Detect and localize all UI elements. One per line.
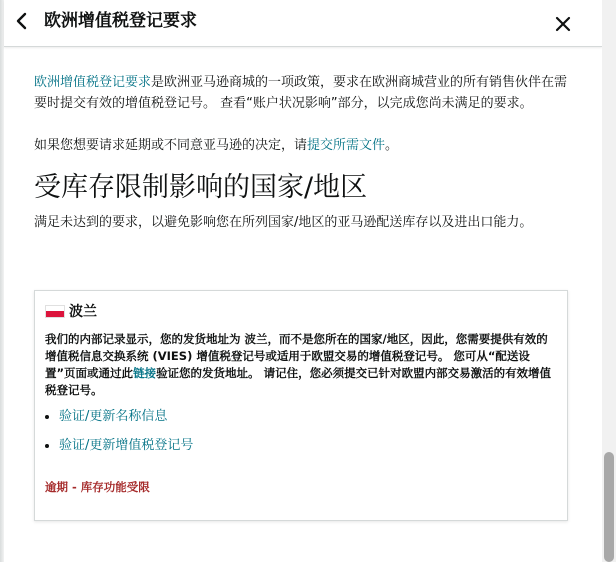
request-paragraph — [34, 135, 574, 156]
chevron-left-icon — [12, 10, 32, 32]
request-text: 如果您想要请求延期或不同意亚马逊的决定，请 — [34, 138, 308, 153]
close-icon — [553, 14, 573, 34]
panel-title: 欧洲增值税登记要求 — [44, 11, 197, 31]
verify-address-link[interactable]: 链接 — [133, 366, 157, 380]
action-list — [45, 407, 193, 465]
intro-paragraph — [34, 72, 574, 114]
verify-vat-number-link[interactable]: 验证/更新增值税登记号 — [59, 438, 194, 453]
background-page-edge — [0, 0, 4, 562]
request-suffix: 。 — [385, 138, 399, 153]
back-button[interactable] — [12, 10, 32, 32]
verify-name-link[interactable]: 验证/更新名称信息 — [59, 409, 168, 424]
country-card-message — [45, 331, 559, 399]
close-button[interactable] — [553, 14, 573, 34]
list-item — [45, 436, 193, 456]
country-name: 波兰 — [69, 304, 97, 320]
submit-documents-link[interactable]: 提交所需文件 — [307, 138, 386, 153]
country-card — [34, 290, 568, 521]
scrollbar-thumb[interactable] — [604, 452, 614, 562]
intro-text: 是欧洲亚马逊商城的一项政策，要求在欧洲商城营业的所有销售伙伴在需要时提交有效的增值税登记号。 查看“账户状况影响”部分，以完成您尚未满足的要求。 — [34, 75, 568, 111]
message-text-after-link: 验证您的发货地址。 请记住，您必须提交已针对欧盟内部交易激活的有效增值税登记号。 — [45, 366, 552, 397]
country-card-header — [45, 301, 97, 321]
status-badge: 逾期 - 库存功能受限 — [45, 480, 150, 494]
message-text-before-link: 我们的内部记录显示，您的发货地址为 波兰，而不是您所在的国家/地区，因此，您需要提供有效的增值税信息交换系统 (VIES) 增值税登记号或适用于欧盟交易的增值税登记号。 您可从“配送设置”页面或通过此 — [45, 332, 548, 380]
panel-content — [34, 72, 574, 233]
section-description: 满足未达到的要求，以避免影响您在所列国家/地区的亚马逊配送库存以及进出口能力。 — [34, 215, 533, 230]
list-item — [45, 407, 193, 427]
panel-header — [4, 0, 602, 47]
vat-requirements-link[interactable]: 欧洲增值税登记要求 — [34, 75, 152, 90]
section-heading: 受库存限制影响的国家/地区 — [34, 172, 368, 203]
bullet-icon — [45, 444, 49, 448]
bullet-icon — [45, 415, 49, 419]
poland-flag-icon — [45, 305, 65, 318]
